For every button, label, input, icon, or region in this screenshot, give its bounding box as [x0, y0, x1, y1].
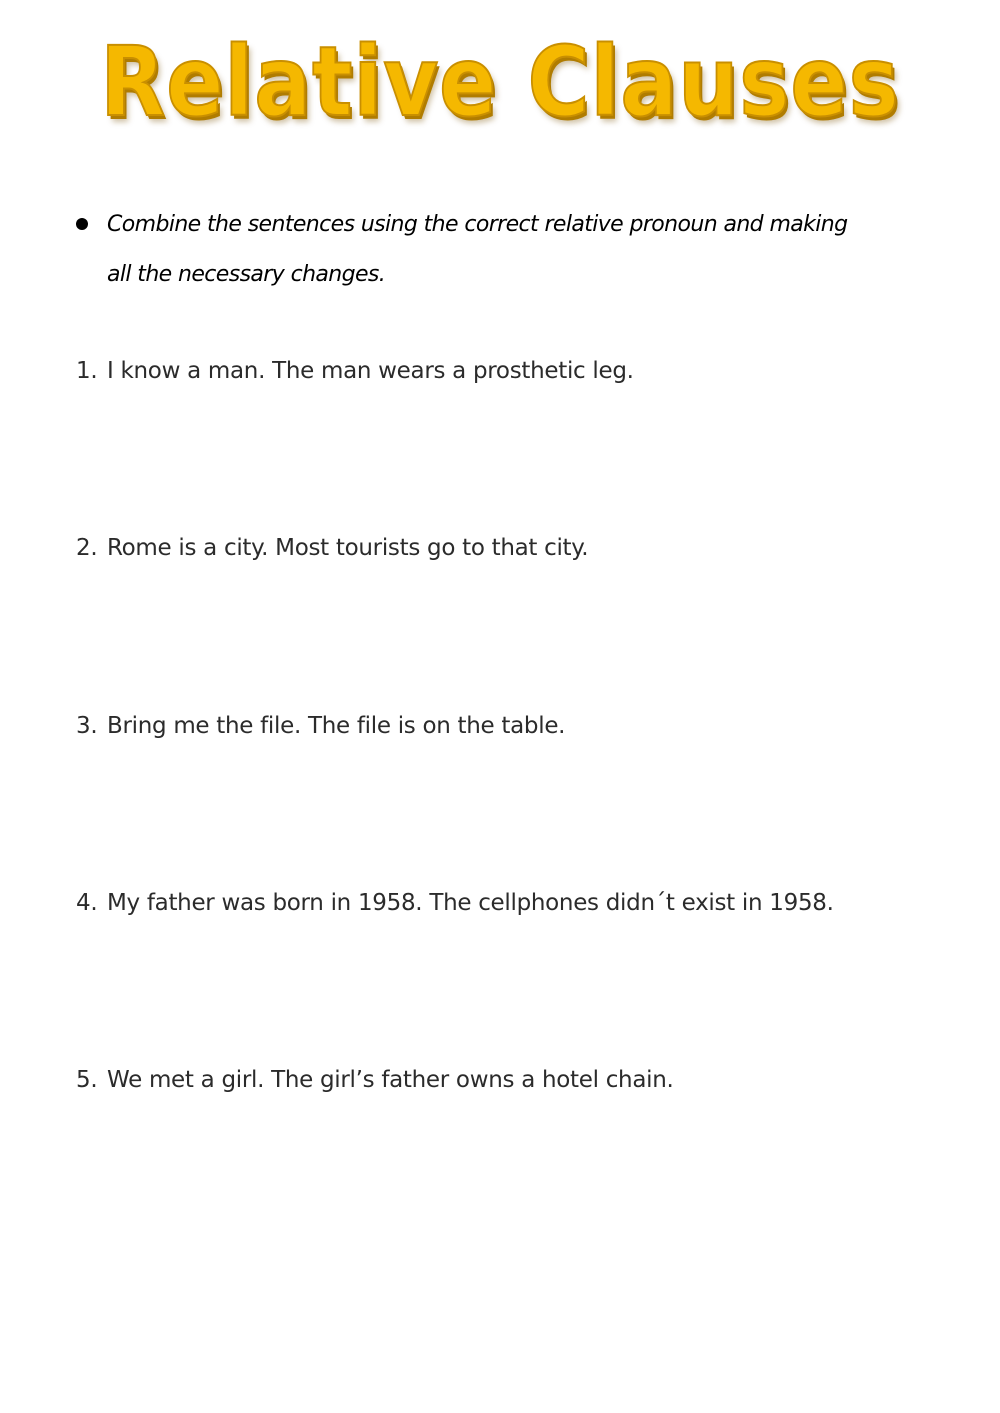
instructions-text: Combine the sentences using the correct relative pronoun and making all the necessary changes.: [107, 212, 848, 287]
exercise-item-3: [76, 711, 565, 741]
exercise-item-1: [76, 356, 634, 386]
item-text: We met a girl. The girl’s father owns a hotel chain.: [107, 1067, 674, 1093]
item-number: 5.: [76, 1067, 98, 1093]
item-text: Rome is a city. Most tourists go to that city.: [107, 535, 589, 561]
exercise-item-4: [76, 888, 834, 918]
item-text: My father was born in 1958. The cellphones didn´t exist in 1958.: [107, 890, 834, 916]
item-number: 4.: [76, 890, 98, 916]
bullet-icon: [76, 218, 88, 230]
item-text: I know a man. The man wears a prosthetic leg.: [107, 358, 634, 384]
exercise-item-5: [76, 1065, 674, 1095]
instructions: [76, 200, 876, 300]
item-number: 3.: [76, 713, 98, 739]
item-number: 1.: [76, 358, 98, 384]
item-text: Bring me the file. The file is on the table.: [107, 713, 566, 739]
exercise-item-2: [76, 533, 588, 563]
item-number: 2.: [76, 535, 98, 561]
page-title: Relative Clauses: [100, 26, 900, 138]
